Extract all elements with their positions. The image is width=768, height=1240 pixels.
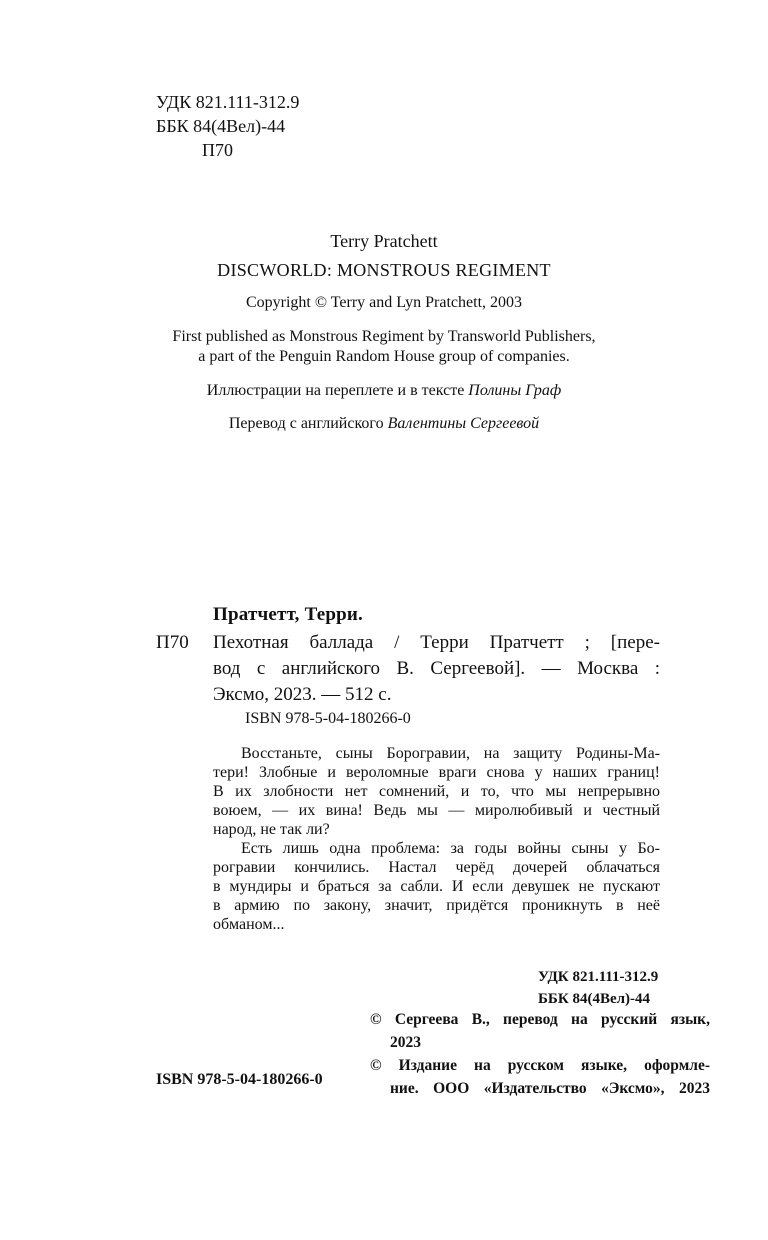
published-line-2: a part of the Penguin Random House group of companies. bbox=[198, 348, 570, 365]
entry-line-1: Пехотная баллада / Терри Пратчетт ; [пере- bbox=[213, 632, 660, 653]
entry-isbn: ISBN 978-5-04-180266-0 bbox=[245, 710, 411, 727]
original-author: Terry Pratchett bbox=[330, 231, 438, 251]
bbk-code: ББК 84(4Вел)-44 bbox=[156, 116, 286, 136]
cutter-code: П70 bbox=[202, 140, 233, 160]
translator-name: Валентины Сергеевой bbox=[387, 415, 540, 432]
entry-heading: Пратчетт, Терри. bbox=[213, 604, 363, 625]
original-copyright: Copyright © Terry and Lyn Pratchett, 2003 bbox=[245, 294, 523, 311]
translation-credit bbox=[0, 413, 768, 435]
entry-description bbox=[213, 630, 660, 708]
udk-code: УДК 821.111-312.9 bbox=[156, 92, 300, 112]
classification-block bbox=[156, 90, 299, 162]
copyright-line: 2023 bbox=[390, 1034, 421, 1051]
entry-line-3: Эксмо, 2023. — 512 с. bbox=[213, 684, 392, 705]
published-line-1: First published as Monstrous Regiment by Transworld Publishers, bbox=[172, 328, 596, 345]
copyright-line: ние. ООО «Издательство «Эксмо», 2023 bbox=[390, 1080, 710, 1097]
footer-isbn: ISBN 978-5-04-180266-0 bbox=[156, 1071, 323, 1088]
copyright-line: © Сергеева В., перевод на русский язык, bbox=[370, 1011, 710, 1028]
annotation-line: В их злобности нет сомнений, и то, что мы непрерывно bbox=[213, 783, 660, 800]
copyright-line: © Издание на русском языке, оформле- bbox=[370, 1057, 710, 1074]
annotation-text bbox=[213, 744, 660, 934]
illustrations-credit bbox=[0, 380, 768, 402]
original-title: DISCWORLD: MONSTROUS REGIMENT bbox=[217, 260, 551, 280]
footer-copyright bbox=[370, 1008, 710, 1100]
annotation-line: рогравии кончились. Настал черёд дочерей облачаться bbox=[213, 859, 660, 876]
annotation-udk: УДК 821.111-312.9 bbox=[538, 969, 659, 985]
entry-cutter: П70 bbox=[156, 632, 189, 653]
illustrations-prefix: Иллюстрации на переплете и в тексте bbox=[206, 382, 465, 399]
annotation-classification bbox=[538, 966, 658, 1010]
annotation-line: народ, не так ли? bbox=[213, 821, 330, 838]
annotation-bbk: ББК 84(4Вел)-44 bbox=[538, 991, 651, 1007]
annotation-line: в мундиры и браться за сабли. И если девушек не пускают bbox=[213, 878, 660, 895]
annotation-line: Восстаньте, сыны Борогравии, на защиту Родины-Ма- bbox=[241, 745, 660, 762]
annotation-line: обманом... bbox=[213, 916, 285, 933]
annotation-line: воюем, — их вина! Ведь мы — миролюбивый и честный bbox=[213, 802, 660, 819]
annotation-line: Есть лишь одна проблема: за годы войны сыны у Бо- bbox=[241, 840, 660, 857]
annotation-line: тери! Злобные и вероломные враги снова у наших границ! bbox=[213, 764, 660, 781]
illustrator-name: Полины Граф bbox=[468, 382, 562, 399]
annotation-line: в армию по закону, значит, придётся проникнуть в неё bbox=[213, 897, 660, 914]
translation-prefix: Перевод с английского bbox=[228, 415, 384, 432]
entry-line-2: вод с английского В. Сергеевой]. — Москва : bbox=[213, 658, 660, 679]
